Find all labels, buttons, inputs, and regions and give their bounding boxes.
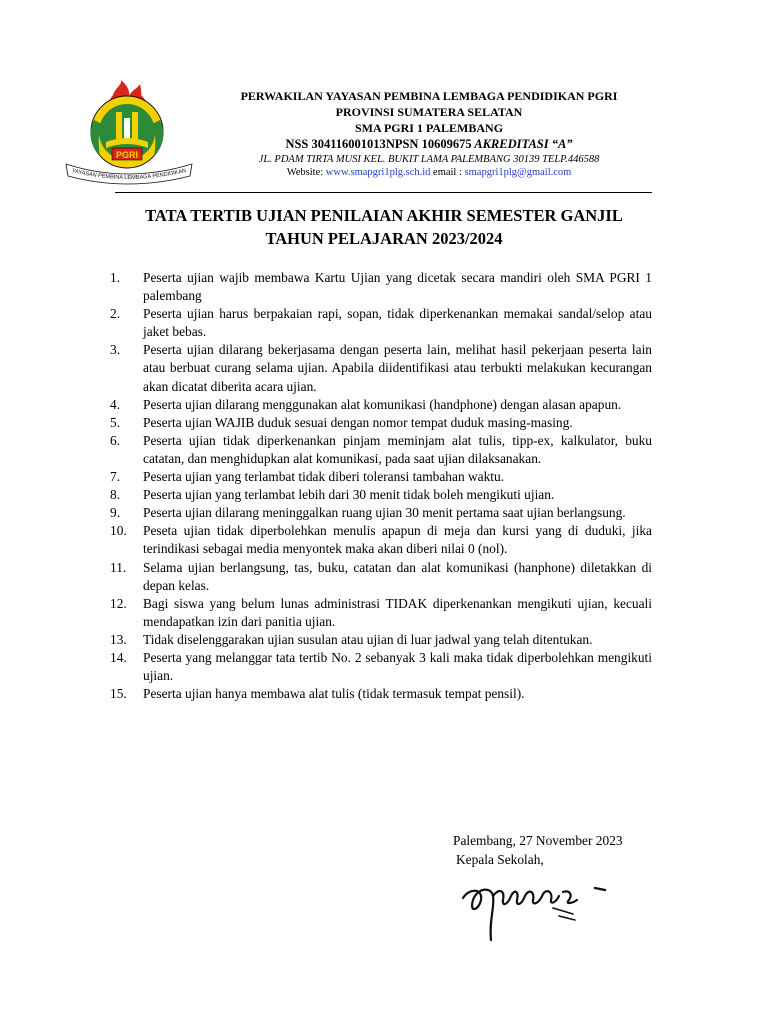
rule-text: Peserta ujian yang terlambat lebih dari 30 menit tidak boleh mengikuti ujian.	[143, 487, 555, 503]
letterhead-org: PERWAKILAN YAYASAN PEMBINA LEMBAGA PENDIDIKAN PGRI	[240, 89, 618, 103]
rule-number: 13.	[110, 631, 127, 647]
document-title: TATA TERTIB UJIAN PENILAIAN AKHIR SEMESTER GANJIL	[145, 206, 623, 225]
rule-item	[110, 432, 652, 468]
logo-ribbon-text: YAYASAN PEMBINA LEMBAGA PENDIDIKAN	[71, 168, 187, 182]
rule-number: 9.	[110, 505, 121, 521]
rule-item	[110, 305, 652, 341]
rule-number: 11.	[110, 559, 127, 575]
rule-text: Selama ujian berlangsung, tas, buku, catatan dan alat komunikasi (hanphone) diletakkan di depan kelas.	[143, 559, 652, 593]
rules-list	[110, 269, 652, 703]
rule-text: Peserta ujian dilarang menggunakan alat komunikasi (handphone) dengan alasan apapun.	[143, 396, 622, 412]
rule-text: Peserta ujian WAJIB duduk sesuai dengan nomor tempat duduk masing-masing.	[143, 414, 573, 430]
letterhead-divider	[115, 192, 652, 193]
document-subtitle: TAHUN PELAJARAN 2023/2024	[265, 229, 503, 248]
logo-text: PGRI	[115, 150, 139, 160]
rule-text: Bagi siswa yang belum lunas administrasi TIDAK diperkenankan mengikuti ujian, kecuali mendapatkan izin dari panitia ujian.	[143, 595, 652, 629]
rule-item	[110, 522, 652, 558]
rule-item	[110, 414, 652, 432]
rule-item	[110, 595, 652, 631]
rule-text: Peserta ujian wajib membawa Kartu Ujian yang dicetak secara mandiri oleh SMA PGRI 1 palembang	[143, 270, 652, 304]
letterhead-province: PROVINSI SUMATERA SELATAN	[335, 105, 523, 119]
rule-number: 1.	[110, 270, 121, 285]
rule-item	[110, 649, 652, 685]
npsn-label: NPSN	[385, 137, 422, 151]
letterhead-nss-line	[194, 137, 664, 151]
signature-role: Kepala Sekolah,	[456, 852, 544, 867]
rule-item	[110, 631, 652, 649]
rule-number: 7.	[110, 469, 121, 485]
rule-text: Peseta ujian tidak diperbolehkan menulis apapun di meja dan kursi yang di duduki, jika terindikasi sebagai media menyontek maka akan diberi nilai 0 (nol).	[143, 523, 652, 557]
rule-text: Peserta ujian dilarang meninggalkan ruang ujian 30 menit pertama saat ujian berlangsung.	[143, 505, 626, 521]
rule-number: 5.	[110, 414, 121, 430]
pgri-logo	[64, 80, 194, 190]
email-label: email :	[430, 167, 465, 178]
rule-item	[110, 559, 652, 595]
rule-item	[110, 269, 652, 305]
rule-text: Peserta ujian harus berpakaian rapi, sopan, tidak diperkenankan memakai sandal/selop atau jaket bebas.	[143, 306, 652, 340]
rule-text: Peserta ujian hanya membawa alat tulis (tidak termasuk tempat pensil).	[143, 686, 525, 702]
website-link[interactable]: www.smapgri1plg.sch.id	[325, 167, 431, 178]
email-link[interactable]: smapgri1plg@gmail.com	[464, 167, 572, 178]
rule-text: Peserta yang melanggar tata tertib No. 2 sebanyak 3 kali maka tidak diperbolehkan mengikuti ujian.	[143, 649, 652, 684]
rule-number: 14.	[110, 649, 127, 665]
rule-item	[110, 341, 652, 395]
handwritten-signature	[455, 870, 625, 950]
rule-item	[110, 685, 652, 703]
rule-number: 15.	[110, 686, 127, 702]
letterhead-school: SMA PGRI 1 PALEMBANG	[354, 121, 504, 135]
rule-text: Tidak diselenggarakan ujian susulan atau ujian di luar jadwal yang telah ditentukan.	[143, 631, 593, 647]
signature-place-date: Palembang, 27 November 2023	[453, 833, 623, 848]
rule-text: Peserta ujian tidak diperkenankan pinjam meminjam alat tulis, tipp-ex, kalkulator, buku catatan, dan menghidupkan alat komunikasi, pada saat ujian dilaksanakan.	[143, 432, 652, 466]
rule-number: 12.	[110, 595, 127, 611]
rule-number: 8.	[110, 487, 121, 503]
rule-item	[110, 468, 652, 486]
rule-number: 4.	[110, 396, 121, 412]
website-label: Website:	[286, 167, 326, 178]
rule-number: 2.	[110, 306, 121, 322]
rule-number: 6.	[110, 432, 121, 448]
letterhead-contact	[194, 167, 664, 179]
rule-number: 3.	[110, 342, 121, 358]
rule-item	[110, 504, 652, 522]
npsn-value: 10609675	[421, 137, 472, 151]
nss-value: 304116001013	[311, 137, 386, 151]
accreditation: AKREDITASI “A”	[471, 137, 573, 151]
rule-text: Peserta ujian yang terlambat tidak diberi toleransi tambahan waktu.	[143, 469, 505, 485]
rule-text: Peserta ujian dilarang bekerjasama dengan peserta lain, melihat hasil pekerjaan peserta lain atau berbuat curang selama ujian. Apabila diidentifikasi atau terbukti melakukan kecurangan akan dicatat diberita acara ujian.	[143, 342, 652, 394]
rule-number: 10.	[110, 523, 127, 539]
rule-item	[110, 486, 652, 504]
rule-item	[110, 396, 652, 414]
nss-label: NSS	[285, 137, 312, 151]
letterhead-address: JL. PDAM TIRTA MUSI KEL. BUKIT LAMA PALEMBANG 30139 TELP.446588	[258, 154, 600, 165]
